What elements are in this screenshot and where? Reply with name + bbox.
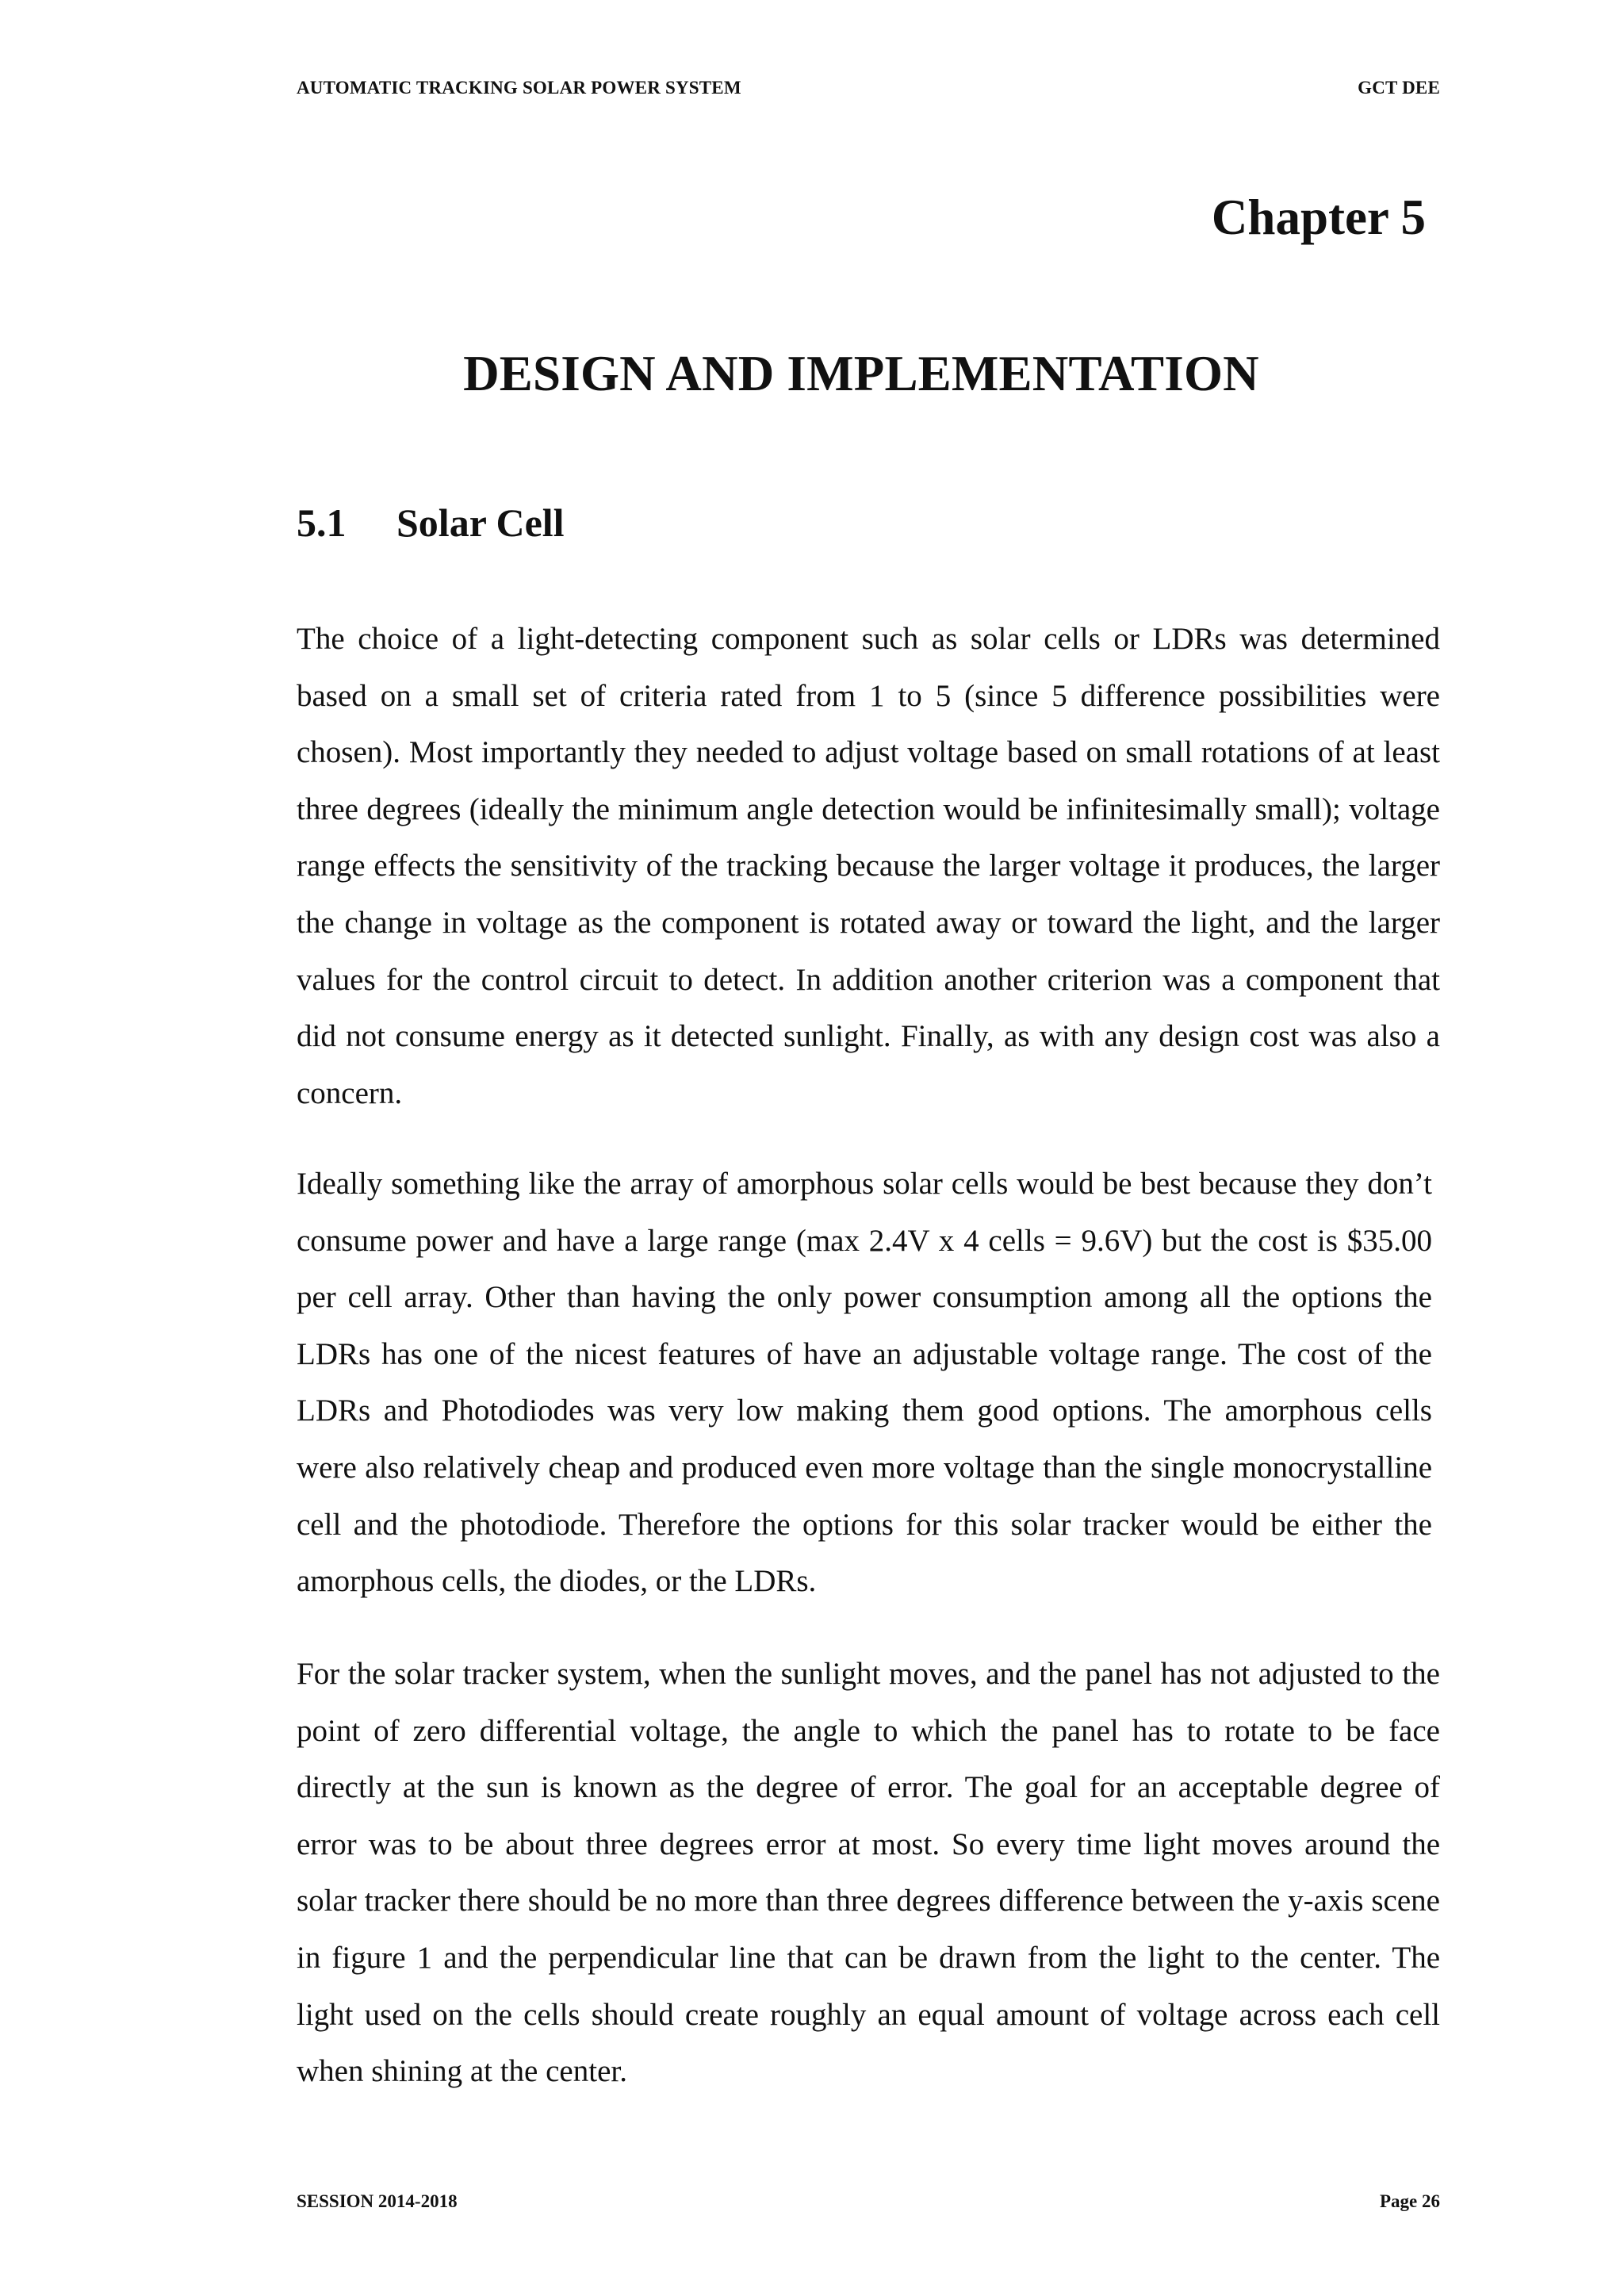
section-title: Solar Cell xyxy=(396,500,565,545)
page-number: Page 26 xyxy=(1379,2191,1440,2211)
running-header xyxy=(297,78,1440,98)
header-department: GCT DEE xyxy=(1358,78,1440,98)
running-footer xyxy=(297,2191,1440,2212)
header-title: AUTOMATIC TRACKING SOLAR POWER SYSTEM xyxy=(297,78,741,98)
chapter-label: Chapter 5 xyxy=(1211,190,1426,245)
chapter-title: DESIGN AND IMPLEMENTATION xyxy=(463,346,1259,401)
body-paragraph: For the solar tracker system, when the sunlight moves, and the panel has not adjusted to the point of zero differential voltage, the angle to which the panel has to rotate to be face directly at the sun is known as the degree of error. The goal for an acceptable degree of error was to be about three degrees error at most. So every time light moves around the solar tracker there should be no more than three degrees difference between the y-axis scene in figure 1 and the perpendicular line that can be drawn from the light to the center. The light used on the cells should create roughly an equal amount of voltage across each cell when shining at the center. xyxy=(297,1657,1440,2089)
body-paragraph: The choice of a light-detecting component such as solar cells or LDRs was determined based on a small set of criteria rated from 1 to 5 (since 5 difference possibilities were chosen). Most importantly they needed to adjust voltage based on small rotations of at least three degrees (ideally the minimum angle detection would be infinitesimally small); voltage range effects the sensitivity of the tracking because the larger voltage it produces, the larger the change in voltage as the component is rotated away or toward the light, and the larger values for the control circuit to detect. In addition another criterion was a component that did not consume energy as it detected sunlight. Finally, as with any design cost was also a concern. xyxy=(297,622,1440,1110)
section-heading xyxy=(297,500,565,545)
section-number: 5.1 xyxy=(297,500,347,545)
footer-session: SESSION 2014-2018 xyxy=(297,2191,458,2211)
body-paragraph: Ideally something like the array of amorphous solar cells would be best because they don’t consume power and have a large range (max 2.4V x 4 cells = 9.6V) but the cost is $35.00 per cell array. Other than having the only power consumption among all the options the LDRs has one of the nicest features of have an adjustable voltage range. The cost of the LDRs and Photodiodes was very low making them good options. The amorphous cells were also relatively cheap and produced even more voltage than the single monocrystalline cell and the photodiode. Therefore the options for this solar tracker would be either the amorphous cells, the diodes, or the LDRs. xyxy=(297,1167,1432,1599)
